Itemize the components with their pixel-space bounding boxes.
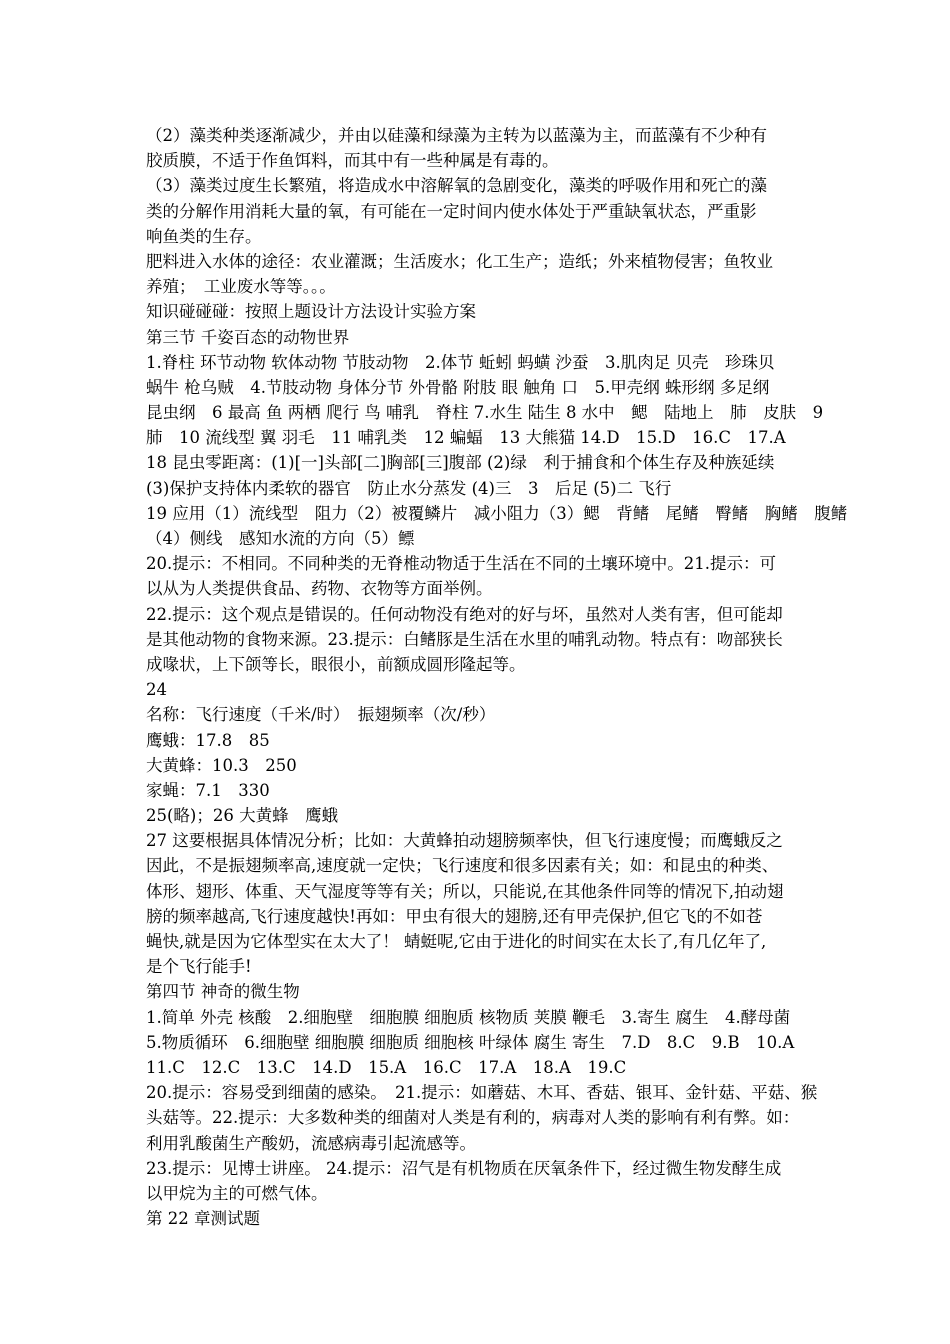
document-page xyxy=(146,123,856,1231)
text-line: 知识碰碰碰：按照上题设计方法设计实验方案 xyxy=(146,302,476,322)
text-line: 体形、翅形、体重、天气湿度等等有关；所以，只能说,在其他条件同等的情况下,拍动翅 xyxy=(146,881,784,901)
text-line: 24 xyxy=(146,680,167,700)
text-line: 19 应用（1）流线型 阻力（2）被覆鳞片 减小阻力（3）鳃 背鳍 尾鳍 臀鳍 胸鳍 腹鳍 xyxy=(146,503,848,523)
text-line: 蜗牛 枪乌贼 4.节肢动物 身体分节 外骨骼 附肢 眼 触角 口 5.甲壳纲 蛛形纲 多足纲 xyxy=(146,377,770,397)
text-line: （3）藻类过度生长繁殖，将造成水中溶解氧的急剧变化，藻类的呼吸作用和死亡的藻 xyxy=(146,176,767,196)
text-line: 以从为人类提供食品、药物、衣物等方面举例。 xyxy=(146,579,493,599)
text-line: 1.简单 外壳 核酸 2.细胞壁 细胞膜 细胞质 核物质 荚膜 鞭毛 3.寄生 腐生 4.酵母菌 xyxy=(146,1007,791,1027)
text-line: 肥料进入水体的途径：农业灌溉；生活废水；化工生产；造纸；外来植物侵害；鱼牧业 xyxy=(146,251,773,271)
text-line: 昆虫纲 6 最高 鱼 两栖 爬行 鸟 哺乳 脊柱 7.水生 陆生 8 水中 鳃 陆地上 肺 皮肤 9 xyxy=(146,403,824,423)
text-line: （2）藻类种类逐渐减少，并由以硅藻和绿藻为主转为以蓝藻为主，而蓝藻有不少种有 xyxy=(146,126,767,145)
text-line: 1.脊柱 环节动物 软体动物 节肢动物 2.体节 蚯蚓 蚂蟥 沙蚕 3.肌肉足 贝壳 珍珠贝 xyxy=(146,352,775,372)
text-line: 以甲烷为主的可燃气体。 xyxy=(146,1183,328,1203)
text-line: 家蝇：7.1 330 xyxy=(146,780,270,800)
text-line: 蝇快,就是因为它体型实在太大了！ 蜻蜓呢,它由于进化的时间实在太长了,有几亿年了, xyxy=(146,932,767,951)
text-line: 名称：飞行速度（千米/时） 振翅频率（次/秒） xyxy=(146,705,496,725)
text-line: 22.提示：这个观点是错误的。任何动物没有绝对的好与坏，虽然对人类有害，但可能却 xyxy=(146,604,783,624)
text-line: 27 这要根据具体情况分析；比如：大黄蜂拍动翅膀频率快，但飞行速度慢；而鹰蛾反之 xyxy=(146,831,783,851)
text-line: 是其他动物的食物来源。23.提示：白鳍豚是生活在水里的哺乳动物。特点有：吻部狭长 xyxy=(146,629,783,649)
text-line: 第 22 章测试题 xyxy=(146,1209,260,1229)
text-line: (3)保护支持体内柔软的器官 防止水分蒸发 (4)三 3 后足 (5)二 飞行 xyxy=(146,478,672,498)
text-line: 是个飞行能手! xyxy=(146,957,252,977)
text-line: 第四节 神奇的微生物 xyxy=(146,982,300,1002)
text-line: 膀的频率越高,飞行速度越快!再如：甲虫有很大的翅膀,还有甲壳保护,但它飞的不如苍 xyxy=(146,906,763,926)
text-line: 成喙状，上下颌等长，眼很小，前额成圆形隆起等。 xyxy=(146,654,526,674)
text-line: （4）侧线 感知水流的方向（5）鳔 xyxy=(146,529,415,548)
text-line: 利用乳酸菌生产酸奶，流感病毒引起流感等。 xyxy=(146,1133,476,1153)
text-line: 响鱼类的生存。 xyxy=(146,226,262,246)
text-line: 因此，不是振翅频率高,速度就一定快；飞行速度和很多因素有关；如：和昆虫的种类、 xyxy=(146,856,779,876)
text-line: 肺 10 流线型 翼 羽毛 11 哺乳类 12 蝙蝠 13 大熊猫 14.D 15.D 16.C 17.A xyxy=(146,428,786,448)
text-line: 23.提示：见博士讲座。 24.提示：沼气是有机物质在厌氧条件下，经过微生物发酵生成 xyxy=(146,1158,782,1178)
text-line: 25(略)；26 大黄蜂 鹰蛾 xyxy=(146,806,339,826)
text-line: 20.提示：容易受到细菌的感染。 21.提示：如蘑菇、木耳、香菇、银耳、金针菇、平菇、猴 xyxy=(146,1083,818,1103)
text-line: 大黄蜂：10.3 250 xyxy=(146,755,297,775)
text-line: 胶质膜，不适于作鱼饵料，而其中有一些种属是有毒的。 xyxy=(146,151,559,171)
text-line: 类的分解作用消耗大量的氧，有可能在一定时间内使水体处于严重缺氧状态，严重影 xyxy=(146,201,757,221)
text-line: 20.提示：不相同。不同种类的无脊椎动物适于生活在不同的土壤环境中。21.提示：可 xyxy=(146,554,776,574)
text-line: 11.C 12.C 13.C 14.D 15.A 16.C 17.A 18.A 19.C xyxy=(146,1057,627,1077)
text-line: 18 昆虫零距离：(1)[一]头部[二]胸部[三]腹部 (2)绿 利于捕食和个体生存及种族延续 xyxy=(146,453,775,473)
text-line: 养殖； 工业废水等等。。。 xyxy=(146,277,336,297)
text-line: 头菇等。22.提示：大多数种类的细菌对人类是有利的，病毒对人类的影响有利有弊。如： xyxy=(146,1108,800,1128)
text-line: 鹰蛾：17.8 85 xyxy=(146,730,270,750)
text-line: 第三节 千姿百态的动物世界 xyxy=(146,327,350,347)
text-line: 5.物质循环 6.细胞壁 细胞膜 细胞质 细胞核 叶绿体 腐生 寄生 7.D 8.C 9.B 10.A xyxy=(146,1032,795,1052)
